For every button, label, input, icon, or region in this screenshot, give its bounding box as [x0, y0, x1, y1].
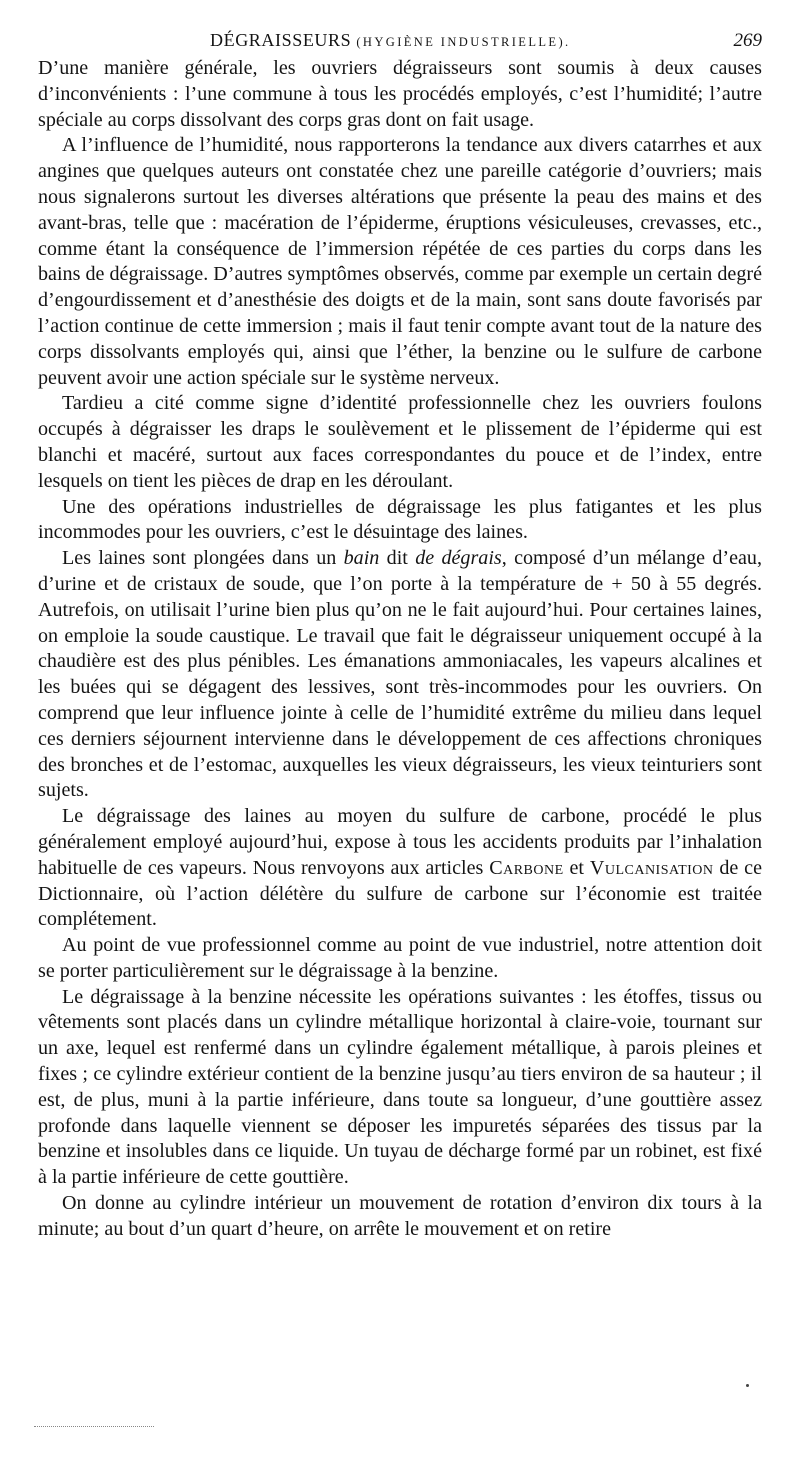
paragraph-7: Au point de vue professionnel comme au point de vue industriel, notre attention doit se porter particulièrement sur le dégraissage à la benzine.: [38, 934, 762, 982]
running-head-subtitle: (HYGIÈNE INDUSTRIELLE).: [356, 35, 571, 49]
paragraph-5: [38, 546, 762, 804]
page-header: [38, 30, 762, 56]
paragraph-5-italic-degrais: de dégrais: [415, 547, 502, 570]
footer-rule: [34, 1426, 154, 1427]
paragraph-5-italic-bain: bain: [343, 547, 380, 570]
paragraph-6-ref-carbone: Carbone: [489, 856, 564, 879]
print-speck: [746, 1384, 749, 1387]
page-number: 269: [733, 30, 762, 51]
paragraph-5-text-c: , composé d’un mélange d’eau, d’urine et de cristaux de soude, que l’on porte à la température de + 50 à 55 degrés. Autrefois, on utilisait l’urine bien plus qu’on ne le fait aujourd’hui. Pour certaines laines, on emploie la soude caustique. Le travail que fait le dégraisseur uniquement occupé à la chaudière est des plus pénibles. Les émanations ammoniacales, les vapeurs alcalines et les buées qui se dégagent des lessives, sont très-incommodes pour les ouvriers. On comprend que leur influence jointe à celle de l’humidité extrême du milieu dans lequel ces derniers séjournent intervienne dans le développement de ces affections chroniques des bronches et de l’estomac, auxquelles les vieux dégraisseurs, les vieux teinturiers sont sujets.: [38, 547, 762, 802]
paragraph-6-text-b: et: [563, 856, 590, 879]
paragraph-3: Tardieu a cité comme signe d’identité professionnelle chez les ouvriers foulons occupés à dégraisser les draps le soulèvement et le plissement de l’épiderme qui est blanchi et macéré, surtout aux faces correspondantes du pouce et de l’index, entre lesquels on tient les pièces de drap en les déroulant.: [38, 392, 762, 492]
paragraph-8: Le dégraissage à la benzine nécessite les opérations suivantes : les étoffes, tissus ou vêtements sont placés dans un cylindre métallique horizontal à claire-voie, tournant sur un axe, lequel est renfermé dans un cylindre également métallique, à parois pleines et fixes ; ce cylindre extérieur contient de la benzine jusqu’au tiers environ de sa hauteur ; il est, de plus, muni à la partie inférieure, dans toute sa longueur, d’une gouttière assez profonde dans laquelle viennent se déposer les impuretés séparées des tissus par la benzine et insolubles dans ce liquide. Un tuyau de décharge formé par un robinet, est fixé à la partie inférieure de cette gouttière.: [38, 985, 762, 1189]
paragraph-9: On donne au cylindre intérieur un mouvement de rotation d’environ dix tours à la minute; au bout d’un quart d’heure, on arrête le mouvement et on retire: [38, 1192, 762, 1240]
paragraph-6-text-c: de ce Dictionnaire, où l’action délétère du sulfure de carbone sur l’économie est traitée complétement.: [38, 856, 762, 931]
document-page: [38, 30, 762, 1243]
paragraph-6: [38, 804, 762, 933]
running-head-title: DÉGRAISSEURS: [210, 30, 352, 50]
running-head: [210, 30, 571, 51]
paragraph-6-text-a: Le dégraissage des laines au moyen du sulfure de carbone, procédé le plus généralement employé aujourd’hui, expose à tous les accidents produits par l’inhalation habituelle de ces vapeurs. Nous renvoyons aux articles: [38, 805, 762, 879]
body-text: [38, 56, 762, 1243]
paragraph-6-ref-vulcanisation: Vulcanisation: [589, 856, 714, 879]
paragraph-1: D’une manière générale, les ouvriers dégraisseurs sont soumis à deux causes d’inconvénients : l’une commune à tous les procédés employés, c’est l’humidité; l’autre spéciale au corps dissolvant des corps gras dont on fait usage.: [38, 57, 762, 131]
paragraph-4: Une des opérations industrielles de dégraissage les plus fatigantes et les plus incommodes pour les ouvriers, c’est le désuintage des laines.: [38, 495, 762, 544]
paragraph-2: A l’influence de l’humidité, nous rapporterons la tendance aux divers catarrhes et aux angines que quelques auteurs ont constatée chez une pareille catégorie d’ouvriers; mais nous signalerons surtout les diverses altérations que présente la peau des mains et des avant-bras, telle que : macération de l’épiderme, éruptions vésiculeuses, crevasses, etc., comme étant la conséquence de l’immersion répétée de ces parties du corps dans les bains de dégraissage. D’autres symptômes observés, comme par exemple un certain degré d’engourdissement et d’anesthésie des doigts et de la main, sont sans doute favorisés par l’action continue de cette immersion ; mais il faut tenir compte avant tout de la nature des corps dissolvants employés qui, ainsi que l’éther, la benzine ou le sulfure de carbone peuvent avoir une action spéciale sur le système nerveux.: [38, 134, 762, 389]
paragraph-5-text-a: Les laines sont plongées dans un: [62, 547, 344, 570]
paragraph-5-text-b: dit: [379, 547, 416, 570]
